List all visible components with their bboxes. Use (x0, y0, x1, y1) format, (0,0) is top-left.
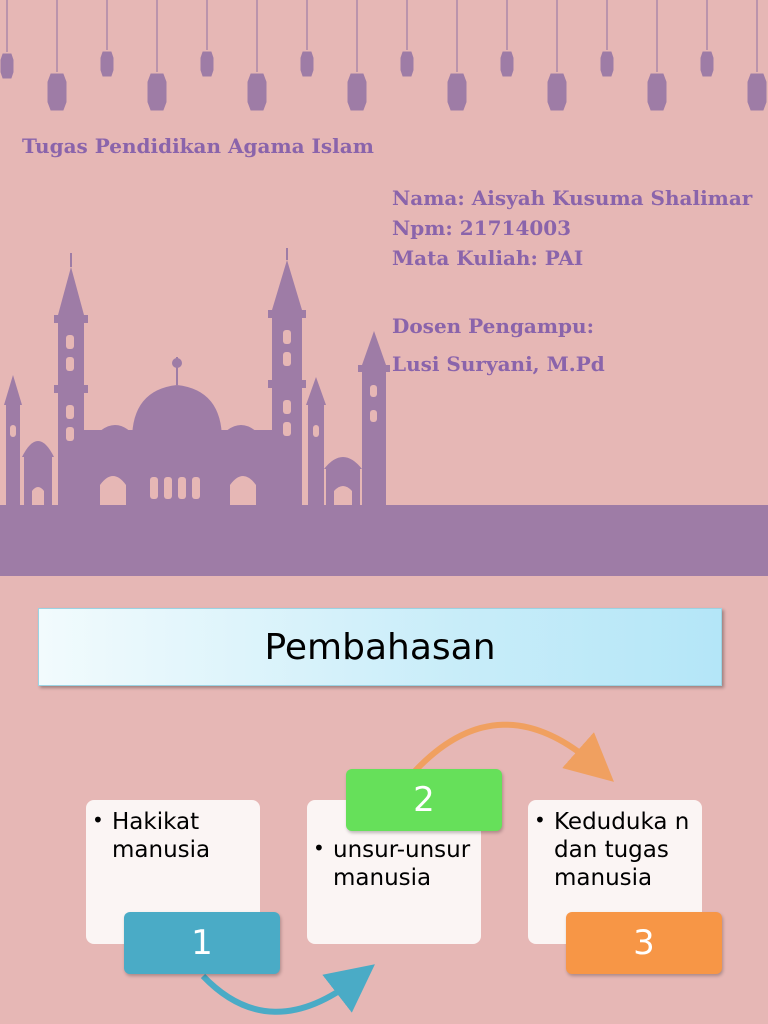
student-name: Nama: Aisyah Kusuma Shalimar (392, 186, 753, 210)
lantern-icon (748, 0, 766, 110)
lantern-icon (248, 0, 266, 110)
slide-heading: Pembahasan (264, 626, 496, 668)
lantern-icon (648, 0, 666, 110)
discussion-slide (0, 576, 768, 1024)
lantern-icon (1, 0, 13, 78)
curved-arrow-top (415, 725, 596, 771)
lecturer-name: Lusi Suryani, M.Pd (392, 352, 605, 376)
lantern-icon (501, 0, 513, 76)
lantern-icon (101, 0, 113, 76)
step-number-3: 3 (566, 912, 722, 974)
course-name: Mata Kuliah: PAI (392, 246, 584, 270)
heading-banner (38, 608, 722, 686)
step-2-text: • unsur-unsur manusia (333, 836, 481, 892)
curved-arrow-bottom (203, 976, 356, 1012)
lantern-icon (348, 0, 366, 110)
lantern-icon (701, 0, 713, 76)
assignment-title: Tugas Pendidikan Agama Islam (22, 134, 374, 158)
student-npm: Npm: 21714003 (392, 216, 572, 240)
step-1-text: • Hakikat manusia (112, 808, 260, 864)
mosque-silhouette (0, 245, 400, 510)
student-info (392, 183, 752, 379)
lantern-garland (0, 0, 768, 120)
lantern-icon (201, 0, 213, 76)
lantern-icon (401, 0, 413, 76)
lantern-icon (301, 0, 313, 76)
lantern-icon (548, 0, 566, 110)
lantern-icon (601, 0, 613, 76)
lantern-icon (148, 0, 166, 110)
step-number-2: 2 (346, 769, 502, 831)
step-3-text: • Keduduka n dan tugas manusia (554, 808, 702, 892)
step-number-1: 1 (124, 912, 280, 974)
lantern-icon (448, 0, 466, 110)
lantern-icon (48, 0, 66, 110)
lecturer-label: Dosen Pengampu: (392, 314, 594, 338)
purple-ground-band (0, 505, 768, 576)
